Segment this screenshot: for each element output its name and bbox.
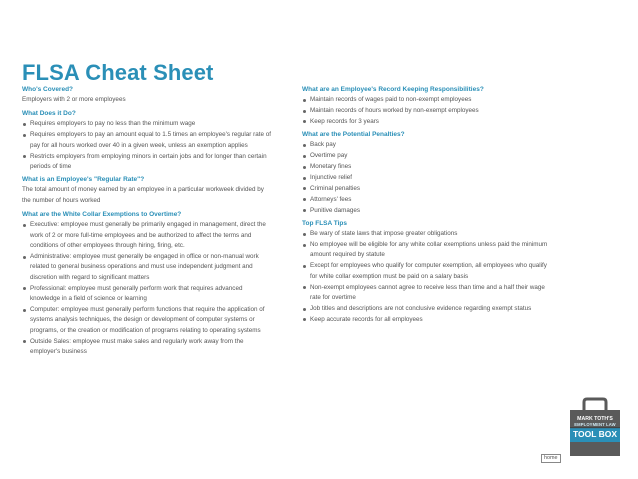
list-item: Back pay — [302, 140, 552, 150]
list-item: Non-exempt employees cannot agree to receive less than time and a half their wage rate for overtime — [302, 283, 552, 304]
page-title: FLSA Cheat Sheet — [22, 60, 214, 85]
regular-rate-text: The total amount of money earned by an employee in a particular workweek divided by the number of hours worked — [22, 186, 264, 204]
left-column — [22, 85, 274, 358]
list-item: Professional: employee must generally perform work that requires advanced knowledge in a field of science or learning — [22, 284, 274, 305]
list-item: Attorneys' fees — [302, 195, 552, 205]
section-heading-records: What are an Employee's Record Keeping Responsibilities? — [302, 86, 484, 93]
covered-text: Employers with 2 or more employees — [22, 96, 126, 103]
penalties-list — [302, 140, 552, 216]
list-item: Keep accurate records for all employees — [302, 315, 552, 325]
records-list — [302, 95, 552, 127]
list-item: Restricts employers from employing minors in certain jobs and for longer than certain periods of time — [22, 152, 274, 173]
list-item: Job titles and descriptions are not conclusive evidence regarding exempt status — [302, 304, 552, 314]
list-item: Keep records for 3 years — [302, 117, 552, 127]
list-item: Administrative: employee must generally be engaged in office or non-manual work related to general business operations and must use independent judgment and discretion with regard to significant matters — [22, 252, 274, 283]
section-heading-does: What Does it Do? — [22, 110, 76, 118]
does-list — [22, 119, 274, 172]
list-item: Requires employers to pay an amount equal to 1.5 times an employee's regular rate of pay for all hours worked over 40 in a given week, unless an exemption applies — [22, 130, 274, 151]
section-heading-covered: Who's Covered? — [22, 86, 74, 93]
list-item: Be wary of state laws that impose greater obligations — [302, 229, 552, 239]
list-item: Maintain records of hours worked by non-exempt employees — [302, 106, 552, 116]
list-item: Maintain records of wages paid to non-exempt employees — [302, 95, 552, 105]
list-item: Criminal penalties — [302, 184, 552, 194]
list-item: Monetary fines — [302, 162, 552, 172]
list-item: Overtime pay — [302, 151, 552, 161]
list-item: Executive: employee must generally be primarily engaged in management, direct the work of 2 or more full-time employees and be authorized to affect the terms and conditions of other employees through hiring, firing, etc. — [22, 220, 274, 251]
toolbox-logo — [568, 396, 622, 458]
list-item: Computer: employee must generally perform functions that require the application of systems analysis techniques, the design or development of computer systems or programs, or the creation or modification of programs relating to operating systems — [22, 305, 274, 336]
list-item: Except for employees who qualify for computer exemption, all employees who qualify for white collar exemption must be paid on a salary basis — [302, 261, 552, 282]
section-heading-tips: Top FLSA Tips — [302, 220, 348, 228]
right-column — [302, 85, 552, 325]
list-item: Punitive damages — [302, 206, 552, 216]
list-item: Outside Sales: employee must make sales and regularly work away from the employer's business — [22, 337, 274, 358]
list-item: Injunctive relief — [302, 173, 552, 183]
logo-line-3: TOOL BOX — [572, 429, 618, 439]
list-item: No employee will be eligible for any white collar exemptions unless paid the minimum amount required by statute — [302, 240, 552, 261]
home-button[interactable]: home — [541, 454, 561, 463]
section-heading-regular-rate: What is an Employee's "Regular Rate"? — [22, 176, 145, 184]
section-heading-penalties: What are the Potential Penalties? — [302, 131, 405, 139]
logo-line-1: MARK TOTH'S — [577, 416, 613, 422]
tips-list — [302, 229, 552, 325]
section-heading-exemptions: What are the White Collar Exemptions to Overtime? — [22, 211, 182, 219]
list-item: Requires employers to pay no less than the minimum wage — [22, 119, 274, 129]
exemptions-list — [22, 220, 274, 357]
toolbox-icon — [568, 396, 622, 458]
logo-line-2: EMPLOYMENT LAW — [574, 422, 616, 427]
